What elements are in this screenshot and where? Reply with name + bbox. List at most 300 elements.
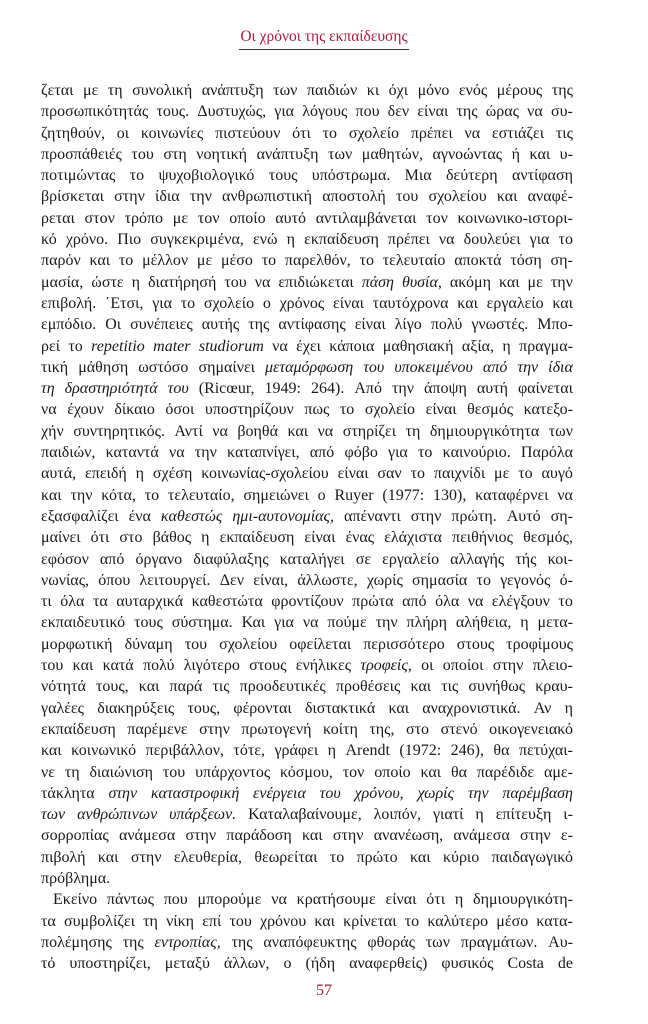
word: που [163, 891, 188, 909]
text-line [41, 229, 573, 250]
word: καταντά [105, 444, 159, 462]
word: (Ricœur, [198, 380, 255, 398]
word: πλήρη [406, 614, 447, 632]
word: το [476, 571, 491, 589]
word: περισσότερο [363, 635, 445, 653]
word: στην [185, 827, 217, 845]
word: το [404, 912, 420, 930]
text-line [41, 186, 573, 207]
word: η [564, 699, 573, 717]
word: εστιάζει [491, 124, 545, 142]
word: ψυχοβιολογικό [158, 167, 255, 185]
word: για [388, 444, 408, 462]
word: βρίσκεται [41, 188, 104, 206]
word: λόγους [302, 103, 348, 121]
word: πολέμησης [41, 933, 112, 951]
word: είναι [354, 316, 386, 334]
word: το [322, 124, 338, 142]
word: με [172, 209, 189, 227]
word: αντίφαση [511, 167, 573, 185]
word: ανάμεσα [453, 827, 510, 845]
word: φθοράς [367, 933, 415, 951]
word: την [391, 380, 414, 398]
word: στους [456, 635, 495, 653]
word: πρέπει [387, 231, 430, 249]
word: όλα [60, 593, 85, 611]
word: και [89, 252, 111, 270]
text-line [41, 336, 573, 357]
word: λίγο [394, 316, 422, 334]
word: σχολείου [428, 188, 487, 206]
word: ο [283, 955, 292, 973]
text-line [41, 634, 573, 655]
word: επειδή [85, 465, 127, 483]
word: απέναντι [344, 507, 401, 525]
word: κοίτη [323, 720, 358, 738]
word: μόνο [417, 82, 450, 99]
word: ποτιμώντας [41, 167, 116, 185]
word: πειθήνιος [451, 529, 513, 547]
word: κόσμου, [280, 763, 333, 781]
word: Καταλαβαίνουμε, [248, 806, 362, 824]
italic-word: mater [153, 337, 191, 355]
text-line [41, 889, 573, 910]
word: ωστόσο [138, 358, 189, 376]
text-line [41, 463, 573, 484]
word: με [196, 252, 213, 270]
word: όχι [388, 82, 409, 99]
word: καταφέρνει [475, 486, 549, 504]
word: μαθησιακή [382, 337, 454, 355]
word: και [41, 486, 62, 504]
word: Πιο [117, 231, 142, 249]
word: τρόπο [124, 209, 164, 227]
word: δύναμη [124, 635, 173, 653]
text-line [41, 911, 573, 932]
word: γεγονός [500, 571, 551, 589]
word: και [301, 827, 323, 845]
word: παρά [169, 678, 203, 696]
word: πρώτα [352, 593, 394, 611]
word: το [339, 401, 355, 419]
word: το [558, 231, 573, 249]
word: μορφωτική [41, 635, 113, 653]
italic-word: πάση [361, 273, 394, 291]
word: οι [116, 124, 130, 142]
word: διαιώνιση [89, 763, 154, 781]
word: πραγμα- [519, 337, 573, 355]
word: τής [515, 550, 537, 568]
word: είναι [425, 401, 457, 419]
word: νωνίας, [41, 571, 90, 589]
word: τική [41, 358, 69, 376]
word: υπάρχοντος [195, 763, 271, 781]
word: εμπόδιο. [41, 316, 97, 334]
text-line [41, 293, 573, 314]
word: σημασία [412, 571, 468, 589]
word: νότητά [41, 678, 86, 696]
word: η [201, 529, 210, 547]
italic-word: του [167, 380, 189, 398]
word: Costa [507, 955, 544, 973]
word: στην [519, 827, 551, 845]
word: ένας [345, 529, 375, 547]
word: και [420, 763, 442, 781]
word: πάντως [106, 891, 154, 909]
word: και [41, 742, 62, 760]
word: 264). [310, 380, 345, 398]
italic-word: θυσία, [401, 273, 442, 291]
word: της [551, 82, 573, 99]
word: ταυτόχρονα [372, 294, 449, 312]
word: συνέπειες [130, 316, 193, 334]
word: αλλαγής [450, 550, 505, 568]
word: και [457, 294, 478, 312]
word: στους [249, 657, 287, 675]
word: ση- [550, 507, 573, 525]
text-line [41, 932, 573, 953]
word: περιβάλλον, [145, 742, 224, 760]
word: να [271, 891, 287, 909]
word: τότε, [233, 742, 265, 760]
word: την [194, 444, 217, 462]
word: εξασφαλίζει [41, 507, 119, 525]
text-line [41, 740, 573, 761]
word: τους, [187, 699, 221, 717]
italic-word: από [482, 358, 508, 376]
running-head [0, 28, 648, 50]
word: θα [450, 763, 467, 781]
word: μαθητών, [361, 145, 423, 163]
word: τροφίμους [506, 635, 573, 653]
word: και [529, 145, 551, 163]
word: αυτά, [41, 465, 77, 483]
word: μέσο [496, 912, 529, 930]
word: παρέμενε [127, 720, 188, 738]
word: πούμε [327, 614, 367, 632]
word: ακόμη [449, 273, 491, 291]
word: πολύ [142, 657, 175, 675]
word: θεσμός, [523, 529, 573, 547]
word: αυτό [275, 209, 307, 227]
italic-word: του [363, 358, 385, 376]
word: σχολείο [348, 124, 400, 142]
word: τα [41, 912, 56, 930]
word: ανάπτυξη [256, 145, 319, 163]
word: είναι [332, 294, 364, 312]
text-line [41, 506, 573, 527]
word: σημειώνει [243, 486, 309, 504]
word: και [498, 273, 520, 291]
word: δίκαιο [114, 401, 155, 419]
word: πρώτη. [451, 507, 497, 525]
word: φυσικός [441, 955, 494, 973]
word: μασία, [41, 273, 84, 291]
word: η [520, 614, 529, 632]
italic-word: παρέμβαση [502, 784, 573, 802]
word: είναι [385, 891, 417, 909]
word: κοινωνικό [71, 742, 137, 760]
word: το [518, 465, 533, 483]
italic-word: την [517, 358, 539, 376]
word: παρόν [41, 252, 81, 270]
word: κι [366, 82, 380, 99]
word: δημιουργικότητα [429, 422, 540, 440]
word: λειτουργεί. [139, 571, 211, 589]
word: πως [304, 401, 330, 419]
word: αυτή [476, 380, 508, 398]
text-line [41, 804, 573, 825]
word: συνολική [132, 82, 193, 99]
word: τη [64, 763, 80, 781]
word: του [131, 145, 154, 163]
word: σημαίνει [198, 358, 255, 376]
word: τους [268, 167, 298, 185]
word: χρόνος [279, 294, 325, 312]
word: με [82, 82, 99, 99]
word: νοητική [196, 145, 248, 163]
word: σχολείου [219, 635, 278, 653]
word: πρώτο [356, 848, 398, 866]
word: το [180, 294, 196, 312]
word: ενώ [253, 231, 278, 249]
word: να [557, 486, 573, 504]
word: του [162, 763, 186, 781]
word: δουλεύει [463, 231, 521, 249]
word: γράφει [274, 742, 319, 760]
italic-word: ημι-αυτονομίας, [232, 507, 335, 525]
word: το [418, 444, 433, 462]
italic-word: χωρίς [417, 784, 455, 802]
italic-word: repetitio [91, 337, 145, 355]
word: εργαλείο [382, 550, 440, 568]
word: να [438, 231, 455, 249]
word: ανάμεσα [118, 827, 176, 845]
word: ρεται [41, 209, 75, 227]
word: επίτευξη [495, 806, 552, 824]
word: και [138, 678, 160, 696]
word: και [496, 188, 518, 206]
word: πιβολή [41, 848, 86, 866]
word: μέρους [496, 82, 543, 99]
word: οφείλεται [289, 635, 352, 653]
word: τους [134, 614, 163, 632]
word: Μπο- [537, 316, 573, 334]
word: άποψη [423, 380, 467, 398]
word: της [122, 933, 144, 951]
word: ελάχιστα [384, 529, 442, 547]
word: ίδια [155, 188, 180, 206]
word: διστακτικά [304, 699, 376, 717]
word: Αντί [174, 422, 203, 440]
word: μάθηση [78, 358, 129, 376]
word: τάκλητα [41, 784, 95, 802]
italic-word: δραστηριότητά [64, 380, 158, 398]
word: του [224, 273, 247, 291]
text-line [41, 442, 573, 463]
word: Παρόλα [520, 444, 573, 462]
word: και [72, 657, 94, 675]
word: έχει [296, 337, 321, 355]
word: φροντίζουν [271, 593, 344, 611]
text-line [41, 250, 573, 271]
word: μεταξύ [164, 955, 210, 973]
word: παιδιών [306, 82, 358, 99]
word: για [529, 231, 550, 249]
word: που [355, 103, 380, 121]
word: πραγμάτων. [460, 933, 538, 951]
word: Μια [404, 167, 432, 185]
word: ο [317, 486, 326, 504]
word: αποκτά [454, 252, 502, 270]
word: κότα, [101, 486, 136, 504]
word: μετα- [537, 614, 573, 632]
word: χωρίς [366, 571, 403, 589]
text-line [41, 783, 573, 804]
word: λοιπόν, [373, 806, 421, 824]
word: κατα- [536, 912, 573, 930]
text-line [41, 676, 573, 697]
word: την [189, 188, 212, 206]
word: διακηρύξεις [97, 699, 175, 717]
word: η [327, 742, 336, 760]
word: των [425, 933, 450, 951]
italic-word: υποκειμένου [394, 358, 473, 376]
word: του [184, 635, 208, 653]
word: η [454, 891, 464, 909]
word: και [314, 912, 335, 930]
text-line [41, 123, 573, 144]
word: ανανέωση, [373, 827, 444, 845]
word: με [527, 273, 543, 291]
word: 246), [450, 742, 484, 760]
word: αποστολή [322, 188, 386, 206]
word: λιγότερο [183, 657, 240, 675]
word: 1949: [264, 380, 301, 398]
word: εφόσον [41, 550, 89, 568]
word: Από [354, 380, 382, 398]
running-title: Οι χρόνοι της εκπαίδευσης [239, 28, 408, 50]
word: επιδιώκεται [278, 273, 354, 291]
text-line [41, 953, 573, 974]
word: κοινωνίας-σχολείου [201, 465, 329, 483]
word: οι [421, 657, 434, 675]
text-line [41, 762, 573, 783]
word: την [550, 273, 573, 291]
italic-word: στην [108, 784, 138, 802]
word: ανάπτυξη [201, 82, 264, 99]
word: να [254, 273, 271, 291]
word: με [494, 465, 510, 483]
word: de [557, 955, 573, 973]
word: καταλήγει [279, 550, 345, 568]
word: μέλλον [142, 252, 189, 270]
word: αναπόφευκτης [263, 933, 357, 951]
word: άλλων, [223, 955, 270, 973]
word: βοηθά [237, 422, 278, 440]
word: Αυτό [506, 507, 541, 525]
word: οικογενειακό [489, 720, 573, 738]
word: ένα [128, 507, 151, 525]
word: πρωτογενή [241, 720, 312, 738]
word: καταπνίγει, [227, 444, 300, 462]
word: παιχνίδι [433, 465, 486, 483]
word: γνωστές. [471, 316, 529, 334]
word: προσωπικότητάς [41, 103, 149, 121]
word: φαίνεται [517, 380, 573, 398]
word: ότι [292, 124, 311, 142]
word: μπορούμε [197, 891, 262, 909]
italic-word: χρόνου, [354, 784, 404, 802]
text-line [41, 847, 573, 868]
text-line [41, 378, 573, 399]
word: το [261, 252, 277, 270]
text-line [41, 485, 573, 506]
word: σχολείο [364, 401, 416, 419]
text-line [41, 570, 573, 591]
word: υ- [559, 145, 573, 163]
text-line [41, 591, 573, 612]
word: επί [202, 912, 222, 930]
word: πρέπει [410, 124, 453, 142]
word: να [317, 422, 334, 440]
italic-word: ανθρώπινων [77, 806, 158, 824]
italic-word: μεταμόρφωση [265, 358, 354, 376]
word: στηρίζει [342, 422, 397, 440]
word: κοινωνίες [140, 124, 204, 142]
word: να [272, 337, 288, 355]
word: διαφύλαξης [193, 550, 269, 568]
word: από [99, 550, 125, 568]
word: αναχρονιστικά. [422, 699, 521, 717]
italic-word: τη [41, 380, 55, 398]
word: να [212, 422, 228, 440]
word: στην [332, 827, 364, 845]
word: το [68, 337, 83, 355]
word: στην [492, 657, 524, 675]
word: την [70, 486, 93, 504]
text-line [41, 421, 573, 442]
word: κρίνεται [343, 912, 397, 930]
word: εκπαίδευση [304, 231, 379, 249]
word: όργανο [135, 550, 183, 568]
word: είναι, [253, 571, 289, 589]
word: αλήθεια, [455, 614, 512, 632]
word: την [375, 614, 398, 632]
word: τον [197, 209, 220, 227]
word: συγκεκριμένα, [150, 231, 244, 249]
word: συμβολίζει [63, 912, 135, 930]
word: του [395, 188, 419, 206]
text-line [41, 80, 573, 101]
word: φέρονται [233, 699, 292, 717]
italic-word: εντροπίας, [154, 933, 221, 951]
word: ώστε [91, 273, 124, 291]
word: διατήρησή [147, 273, 217, 291]
word: στο [119, 529, 143, 547]
word: τις [441, 678, 459, 696]
word: οποίοι [442, 657, 484, 675]
word: κό [41, 231, 57, 249]
word: ανθρωπιστική [222, 188, 313, 206]
word: ελευθερία, [173, 848, 243, 866]
word: ή [511, 145, 520, 163]
word: αναφερθείς) [349, 955, 428, 973]
word: το [558, 593, 573, 611]
word: πιστεύουν [215, 124, 281, 142]
word: ότι [90, 529, 110, 547]
body-text [41, 80, 573, 974]
